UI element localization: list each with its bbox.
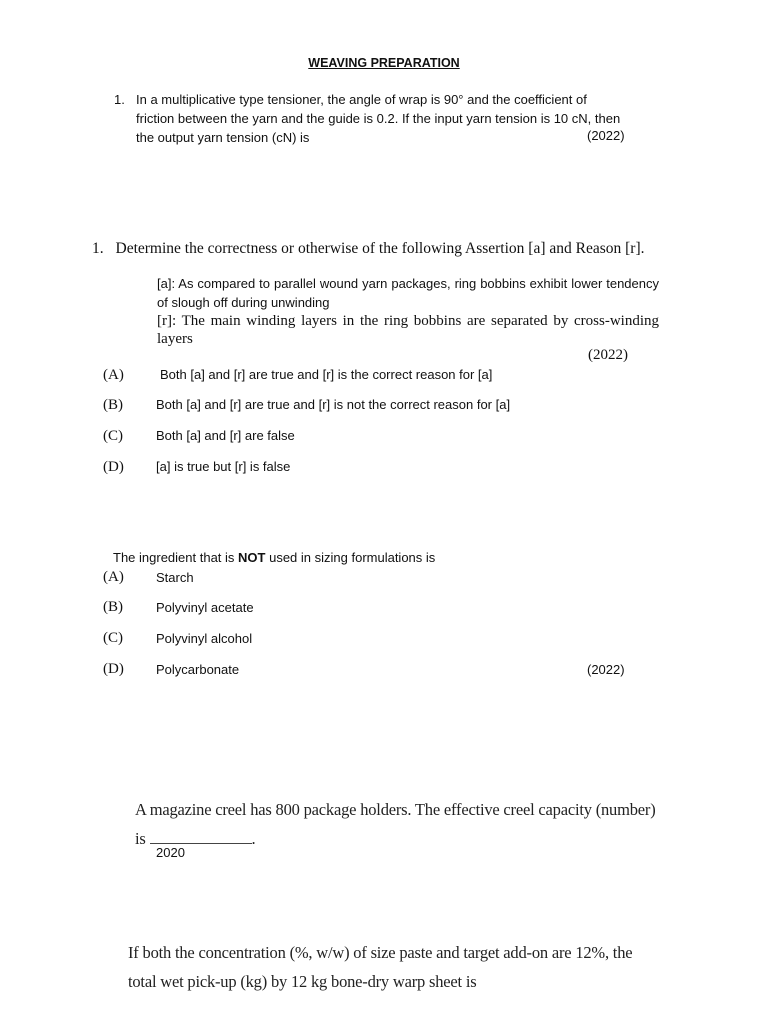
option-text: Polyvinyl acetate	[156, 600, 254, 615]
question-year: (2022)	[588, 347, 628, 363]
question-5-line: total wet pick-up (kg) by 12 kg bone-dry warp sheet is	[128, 972, 477, 991]
question-text-line: friction between the yarn and the guide is 0.2. If the input yarn tension is 10 cN, then	[136, 111, 621, 126]
question-number: 1.	[114, 92, 125, 107]
question-3-stem: The ingredient that is NOT used in sizing formulations is	[113, 550, 436, 565]
option-label: (C)	[103, 428, 123, 444]
question-year: 2020	[156, 845, 185, 860]
question-text: Determine the correctness or otherwise of the following Assertion [a] and Reason [r].	[115, 240, 645, 257]
option-text: Both [a] and [r] are true and [r] is not the correct reason for [a]	[156, 397, 511, 412]
option-text: Both [a] and [r] are false	[156, 428, 295, 443]
option-text: [a] is true but [r] is false	[156, 459, 291, 474]
question-year: (2022)	[587, 662, 625, 677]
question-2-stem	[92, 240, 644, 258]
question-year: (2022)	[587, 128, 625, 143]
emphasis-not: NOT	[238, 550, 266, 565]
option-label: (D)	[103, 661, 124, 677]
option-label: (B)	[103, 397, 123, 413]
question-text-line: In a multiplicative type tensioner, the angle of wrap is 90° and the coefficient of	[136, 92, 587, 107]
option-text: Both [a] and [r] are true and [r] is the correct reason for [a]	[160, 367, 493, 382]
answer-blank	[150, 831, 252, 844]
option-text: Starch	[156, 570, 194, 585]
question-text-line: the output yarn tension (cN) is	[136, 130, 310, 145]
assertion-text: [a]: As compared to parallel wound yarn packages, ring bobbins exhibit lower tendency of slough off during unwinding	[157, 276, 659, 310]
question-4-line: is .	[135, 829, 256, 848]
reason-text: [r]: The main winding layers in the ring bobbins are separated by cross-winding layers	[157, 313, 659, 347]
page-title: WEAVING PREPARATION	[308, 56, 460, 70]
option-label: (A)	[103, 367, 124, 383]
option-text: Polyvinyl alcohol	[156, 631, 253, 646]
option-label: (D)	[103, 459, 124, 475]
option-label: (C)	[103, 630, 123, 646]
question-5-line: If both the concentration (%, w/w) of size paste and target add-on are 12%, the	[128, 943, 633, 962]
question-4-line: A magazine creel has 800 package holders. The effective creel capacity (number)	[135, 800, 656, 819]
option-text: Polycarbonate	[156, 662, 240, 677]
option-label: (B)	[103, 599, 123, 615]
option-label: (A)	[103, 569, 124, 585]
question-number: 1.	[92, 240, 104, 257]
